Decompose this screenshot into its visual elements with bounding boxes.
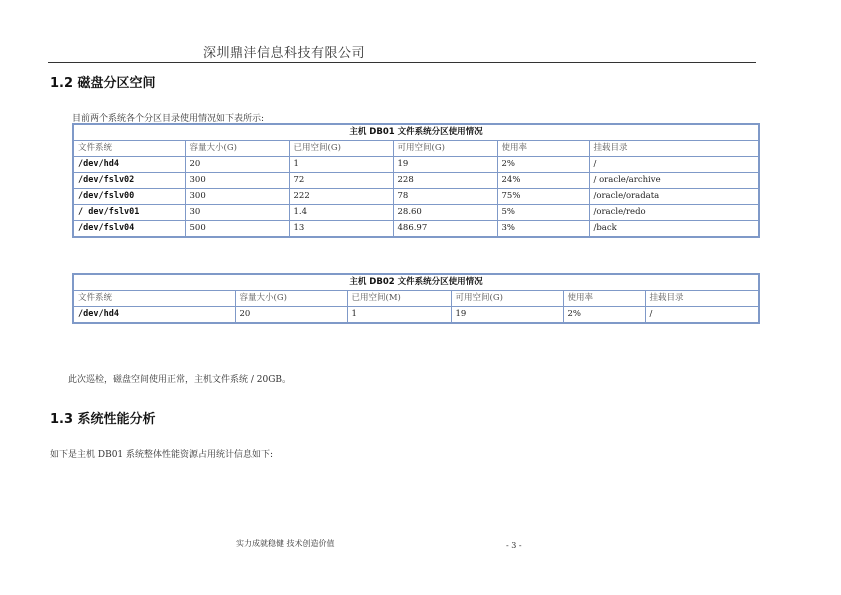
cell-usage: 5% — [497, 205, 589, 221]
table-row — [73, 221, 759, 238]
cell-filesystem: /dev/hd4 — [73, 307, 235, 324]
column-header: 挂载目录 — [645, 291, 759, 307]
cell-mount: / — [589, 157, 759, 173]
cell-available: 486.97 — [393, 221, 497, 238]
table-row — [73, 205, 759, 221]
section-heading-performance: 1.3 系统性能分析 — [50, 412, 156, 427]
table-row — [73, 173, 759, 189]
page-number: - 3 - — [506, 541, 522, 550]
cell-usage: 75% — [497, 189, 589, 205]
cell-capacity: 30 — [185, 205, 289, 221]
disk-intro-text: 目前两个系统各个分区目录使用情况如下表所示: — [72, 114, 265, 124]
footer-slogan: 实力成就稳健 技术创造价值 — [236, 539, 335, 548]
cell-mount: / — [645, 307, 759, 324]
column-header: 可用空间(G) — [451, 291, 563, 307]
table-title: 主机 DB02 文件系统分区使用情况 — [73, 274, 759, 291]
column-header: 容量大小(G) — [185, 141, 289, 157]
cell-used: 72 — [289, 173, 393, 189]
cell-usage: 2% — [497, 157, 589, 173]
cell-capacity: 500 — [185, 221, 289, 238]
table-row — [73, 157, 759, 173]
cell-available: 19 — [451, 307, 563, 324]
table-header-row — [73, 141, 759, 157]
cell-available: 19 — [393, 157, 497, 173]
cell-usage: 2% — [563, 307, 645, 324]
company-name: 深圳鼎沣信息科技有限公司 — [203, 46, 366, 61]
cell-usage: 24% — [497, 173, 589, 189]
cell-filesystem: /dev/fslv04 — [73, 221, 185, 238]
cell-used: 13 — [289, 221, 393, 238]
cell-available: 28.60 — [393, 205, 497, 221]
column-header: 文件系统 — [73, 141, 185, 157]
cell-usage: 3% — [497, 221, 589, 238]
cell-mount: /oracle/redo — [589, 205, 759, 221]
cell-filesystem: /dev/hd4 — [73, 157, 185, 173]
column-header: 使用率 — [563, 291, 645, 307]
cell-used: 222 — [289, 189, 393, 205]
db01-filesystem-table — [72, 123, 760, 238]
header-rule — [48, 62, 756, 63]
table-row — [73, 307, 759, 324]
cell-used: 1 — [347, 307, 451, 324]
cell-filesystem: /dev/fslv00 — [73, 189, 185, 205]
performance-intro-text: 如下是主机 DB01 系统整体性能资源占用统计信息如下: — [50, 450, 274, 460]
column-header: 容量大小(G) — [235, 291, 347, 307]
column-header: 可用空间(G) — [393, 141, 497, 157]
cell-capacity: 20 — [185, 157, 289, 173]
cell-capacity: 300 — [185, 173, 289, 189]
column-header: 已用空间(G) — [289, 141, 393, 157]
disk-summary-text: 此次巡检，磁盘空间使用正常，主机文件系统 / 20GB。 — [68, 375, 292, 385]
column-header: 使用率 — [497, 141, 589, 157]
cell-capacity: 300 — [185, 189, 289, 205]
table-row — [73, 189, 759, 205]
cell-mount: / oracle/archive — [589, 173, 759, 189]
cell-mount: /back — [589, 221, 759, 238]
column-header: 文件系统 — [73, 291, 235, 307]
cell-available: 78 — [393, 189, 497, 205]
cell-available: 228 — [393, 173, 497, 189]
column-header: 挂载目录 — [589, 141, 759, 157]
cell-filesystem: / dev/fslv01 — [73, 205, 185, 221]
table-header-row — [73, 291, 759, 307]
db02-filesystem-table — [72, 273, 760, 324]
cell-used: 1.4 — [289, 205, 393, 221]
cell-mount: /oracle/oradata — [589, 189, 759, 205]
section-heading-disk: 1.2 磁盘分区空间 — [50, 76, 156, 91]
cell-used: 1 — [289, 157, 393, 173]
column-header: 已用空间(M) — [347, 291, 451, 307]
cell-filesystem: /dev/fslv02 — [73, 173, 185, 189]
table-title: 主机 DB01 文件系统分区使用情况 — [73, 124, 759, 141]
cell-capacity: 20 — [235, 307, 347, 324]
